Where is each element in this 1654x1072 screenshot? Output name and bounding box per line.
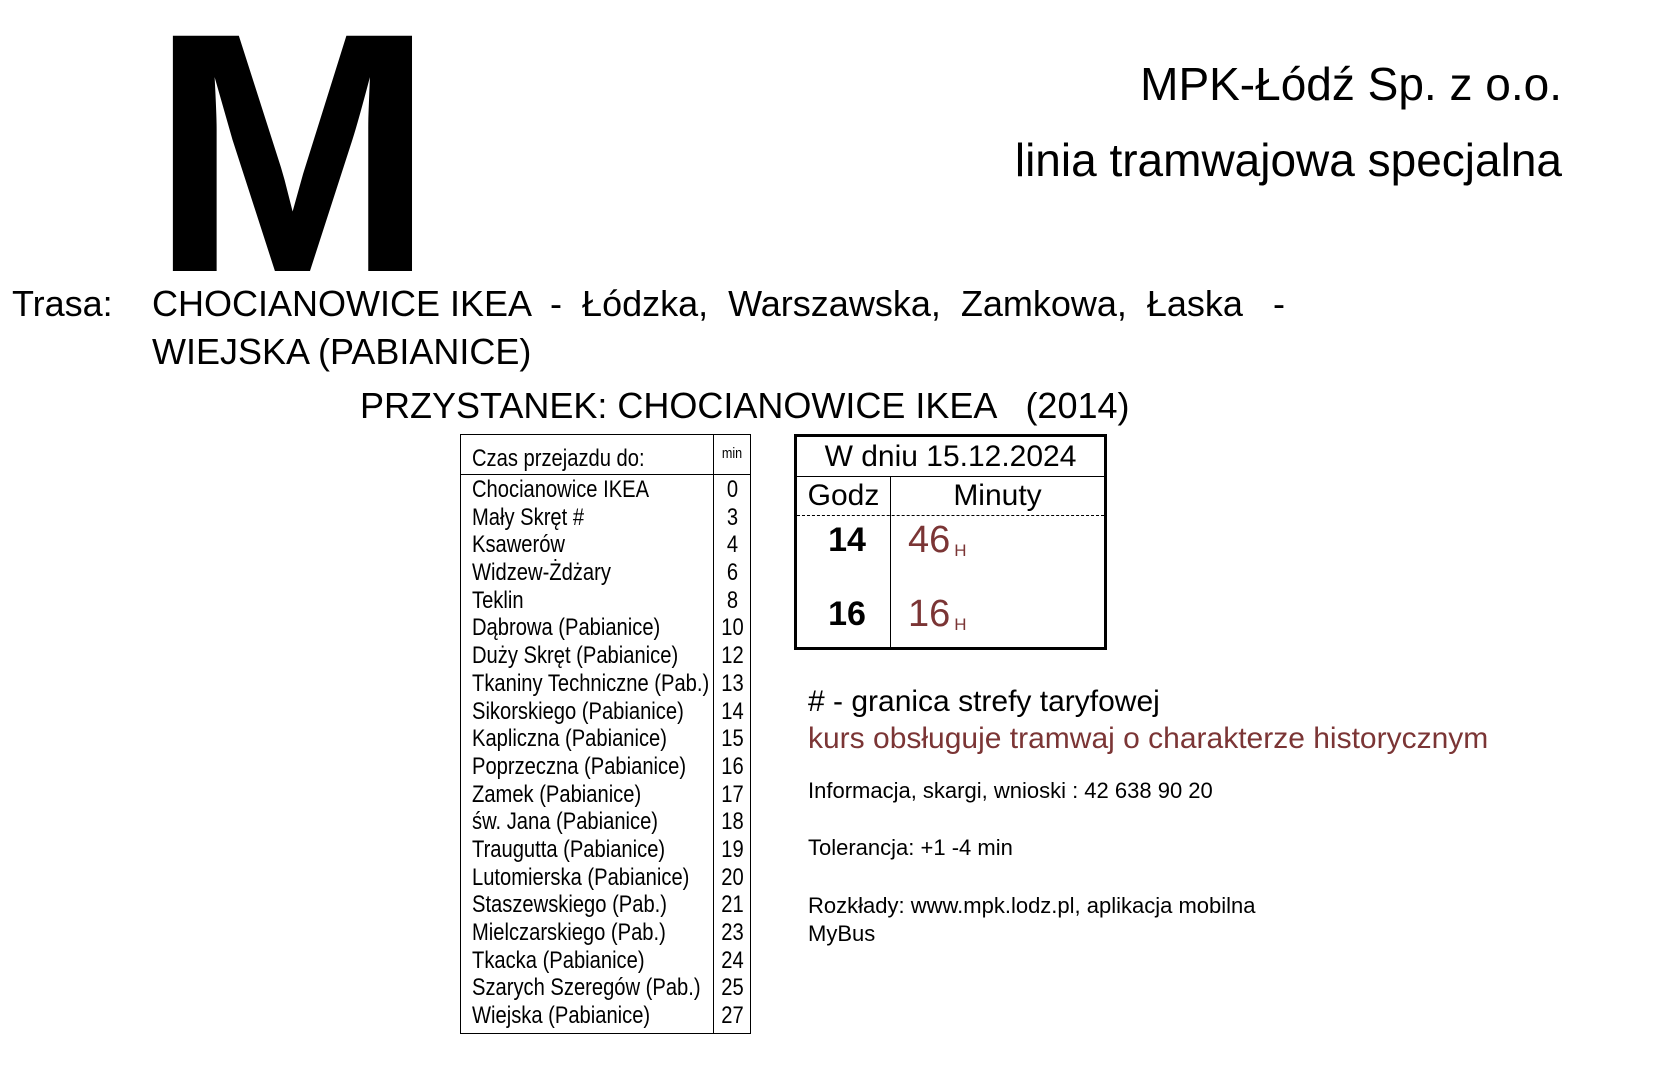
stop-name: Chocianowice IKEA (472, 476, 650, 503)
contact-info: Informacja, skargi, wnioski : 42 638 90 20 (808, 778, 1213, 803)
departure-hour: 16 (828, 595, 866, 633)
stop-minutes: 12 (721, 642, 744, 670)
travel-time-row (461, 947, 750, 975)
stop-name: Traugutta (Pabianice) (472, 835, 666, 863)
departure-table (794, 434, 1107, 650)
stop-minutes: 4 (726, 531, 739, 559)
stop-title: PRZYSTANEK: CHOCIANOWICE IKEA (2014) (360, 385, 1130, 426)
historic-mark: H (954, 541, 967, 560)
travel-time-row (461, 891, 750, 919)
stop-name: Szarych Szeregów (Pab.) (472, 974, 701, 1002)
hour-column-header: Godz (807, 479, 880, 512)
stop-minutes: 18 (721, 808, 744, 836)
travel-time-row (461, 531, 750, 559)
minute-value: 16 (908, 593, 951, 635)
travel-time-row (461, 725, 750, 753)
minutes-column-header: Minuty (953, 479, 1042, 512)
stop-name: Dąbrowa (Pabianice) (472, 614, 661, 642)
stop-name: Wiejska (Pabianice) (472, 1002, 651, 1030)
departure-minute (908, 520, 967, 571)
stop-name: Staszewskiego (Pab.) (472, 891, 667, 919)
stop-minutes: 24 (721, 946, 744, 974)
header-divider (461, 474, 750, 475)
travel-time-row (461, 808, 750, 836)
stop-minutes: 17 (721, 780, 744, 808)
route-description-line2: WIEJSKA (PABIANICE) (152, 331, 532, 372)
stop-minutes: 8 (726, 586, 739, 614)
header-divider (797, 515, 1104, 516)
stop-minutes: 19 (721, 835, 744, 863)
stop-name: Widzew-Żdżary (472, 559, 611, 587)
travel-time-row (461, 864, 750, 892)
stop-minutes: 21 (721, 891, 744, 919)
travel-time-row (461, 642, 750, 670)
travel-time-header: Czas przejazdu do: (472, 445, 645, 472)
stop-name: Kapliczna (Pabianice) (472, 725, 667, 753)
stop-name: Duży Skręt (Pabianice) (472, 642, 679, 670)
travel-time-row (461, 698, 750, 726)
travel-time-row (461, 974, 750, 1002)
travel-time-row (461, 559, 750, 587)
travel-time-unit: min (721, 445, 743, 462)
minute-value: 46 (908, 519, 951, 561)
stop-name: św. Jana (Pabianice) (472, 808, 659, 836)
travel-time-row (461, 670, 750, 698)
stop-name: Tkaniny Techniczne (Pab.) (472, 669, 710, 697)
travel-time-row (461, 753, 750, 781)
departure-row (797, 520, 1104, 580)
fare-zone-note: # - granica strefy taryfowej (808, 685, 1160, 718)
stop-name: Mały Skręt # (472, 503, 585, 531)
tolerance-note: Tolerancja: +1 -4 min (808, 835, 1013, 860)
operator-name: MPK-Łódź Sp. z o.o. (1140, 58, 1562, 110)
stop-name: Tkacka (Pabianice) (472, 946, 645, 974)
departure-row (797, 594, 1104, 654)
schedules-note: Rozkłady: www.mpk.lodz.pl, aplikacja mobilna MyBus (808, 893, 1256, 946)
stop-minutes: 14 (721, 697, 744, 725)
route-label: Trasa: (12, 283, 113, 324)
travel-time-row (461, 919, 750, 947)
stop-name: Poprzeczna (Pabianice) (472, 752, 687, 780)
stop-minutes: 25 (721, 974, 744, 1002)
departure-date: W dniu 15.12.2024 (824, 440, 1077, 473)
stop-minutes: 0 (726, 476, 739, 503)
line-type: linia tramwajowa specjalna (1014, 134, 1562, 186)
stop-name: Ksawerów (472, 531, 566, 559)
stop-minutes: 10 (721, 614, 744, 642)
travel-time-row (461, 476, 750, 504)
stop-name: Mielczarskiego (Pab.) (472, 919, 666, 946)
travel-time-row (461, 587, 750, 615)
stop-name: Sikorskiego (Pabianice) (472, 697, 684, 725)
stop-minutes: 20 (721, 863, 744, 891)
stop-minutes: 6 (726, 559, 739, 587)
stop-minutes: 27 (721, 1002, 744, 1030)
departure-hour: 14 (828, 521, 866, 559)
travel-time-row (461, 836, 750, 864)
historic-tram-note: kurs obsługuje tramwaj o charakterze historycznym (808, 722, 1489, 755)
travel-time-row (461, 504, 750, 532)
historic-mark: H (954, 615, 967, 634)
stop-minutes: 13 (721, 669, 744, 697)
travel-time-table (460, 434, 751, 1034)
travel-time-rows (461, 476, 750, 1030)
stop-name: Zamek (Pabianice) (472, 780, 642, 808)
stop-name: Lutomierska (Pabianice) (472, 863, 690, 891)
stop-minutes: 16 (721, 752, 744, 780)
route-description-line1: CHOCIANOWICE IKEA - Łódzka, Warszawska, Zamkowa, Łaska - (152, 283, 1285, 324)
line-letter: M (150, 0, 427, 344)
stop-minutes: 3 (726, 503, 739, 531)
travel-time-row (461, 614, 750, 642)
departure-minute (908, 594, 967, 645)
travel-time-row (461, 1002, 750, 1030)
stop-name: Teklin (472, 586, 524, 614)
date-divider (797, 476, 1104, 477)
travel-time-row (461, 781, 750, 809)
stop-minutes: 23 (721, 919, 744, 946)
stop-minutes: 15 (721, 725, 744, 753)
